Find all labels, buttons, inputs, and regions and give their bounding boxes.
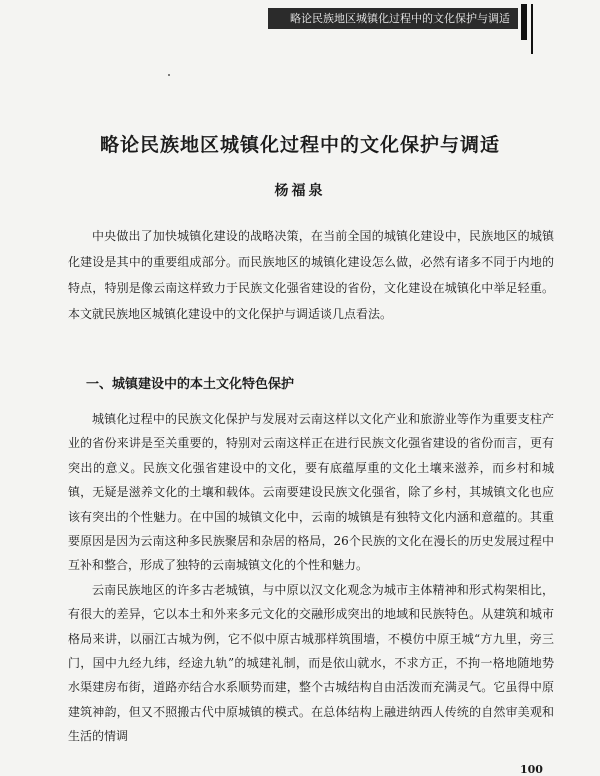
section-heading: 一、城镇建设中的本土文化特色保护 — [86, 377, 295, 392]
header-rule-thick — [521, 4, 527, 40]
article-author: 杨福泉 — [274, 183, 326, 199]
body-paragraph: 城镇化过程中的民族文化保护与发展对云南这样以文化产业和旅游业等作为重要支柱产业的省份来讲是至关重要的，特别对云南这样正在进行民族文化强省建设的省份而言，更有突出的意义。民族文化强省建设中的文化，要有底蕴厚重的文化土壤来滋养，而乡村和城镇，无疑是滋养文化的土壤和载体。云南要建设民族文化强省，除了乡村，其城镇文化也应该有突出的个性魅力。在中国的城镇文化中，云南的城镇是有独特文化内涵和意蕴的。其重要原因是因为云南这种多民族聚居和杂居的格局，26个民族的文化在漫长的历史发展过程中互补和整合，形成了独特的云南城镇文化的个性和魅力。 — [68, 412, 554, 573]
page-number: 100 — [520, 763, 543, 776]
header-rule-thin — [531, 4, 533, 54]
abstract-paragraph: 中央做出了加快城镇化建设的战略决策，在当前全国的城镇化建设中，民族地区的城镇化建设是其中的重要组成部分。而民族地区的城镇化建设怎么做，必然有诸多不同于内地的特点，特别是像云南这样致力于民族文化强省建设的省份，文化建设在城镇化中举足轻重。本文就民族地区城镇化建设中的文化保护与调适谈几点看法。 — [68, 229, 554, 321]
body-paragraph: 云南民族地区的许多古老城镇，与中原以汉文化观念为城市主体精神和形式构架相比，有很大的差异，它以本土和外来多元文化的交融形成突出的地域和民族特色。从建筑和城市格局来讲，以丽江古城为例，它不似中原古城那样筑围墙，不模仿中原王城“方九里，旁三门，国中九经九纬，经途九轨”的城建礼制，而是依山就水，不求方正，不拘一格地随地势水渠建房布街，道路亦结合水系顺势而建，整个古城结构自由活泼而充满灵气。它虽得中原建筑神韵，但又不照搬古代中原城镇的模式。在总体结构上融进纳西人传统的自然审美观和生活的情调 — [68, 582, 554, 744]
article-title: 略论民族地区城镇化过程中的文化保护与调适 — [99, 134, 500, 156]
running-header: 略论民族地区城镇化过程中的文化保护与调适 — [268, 8, 518, 29]
scan-speck — [168, 74, 170, 76]
body-text — [68, 407, 554, 749]
